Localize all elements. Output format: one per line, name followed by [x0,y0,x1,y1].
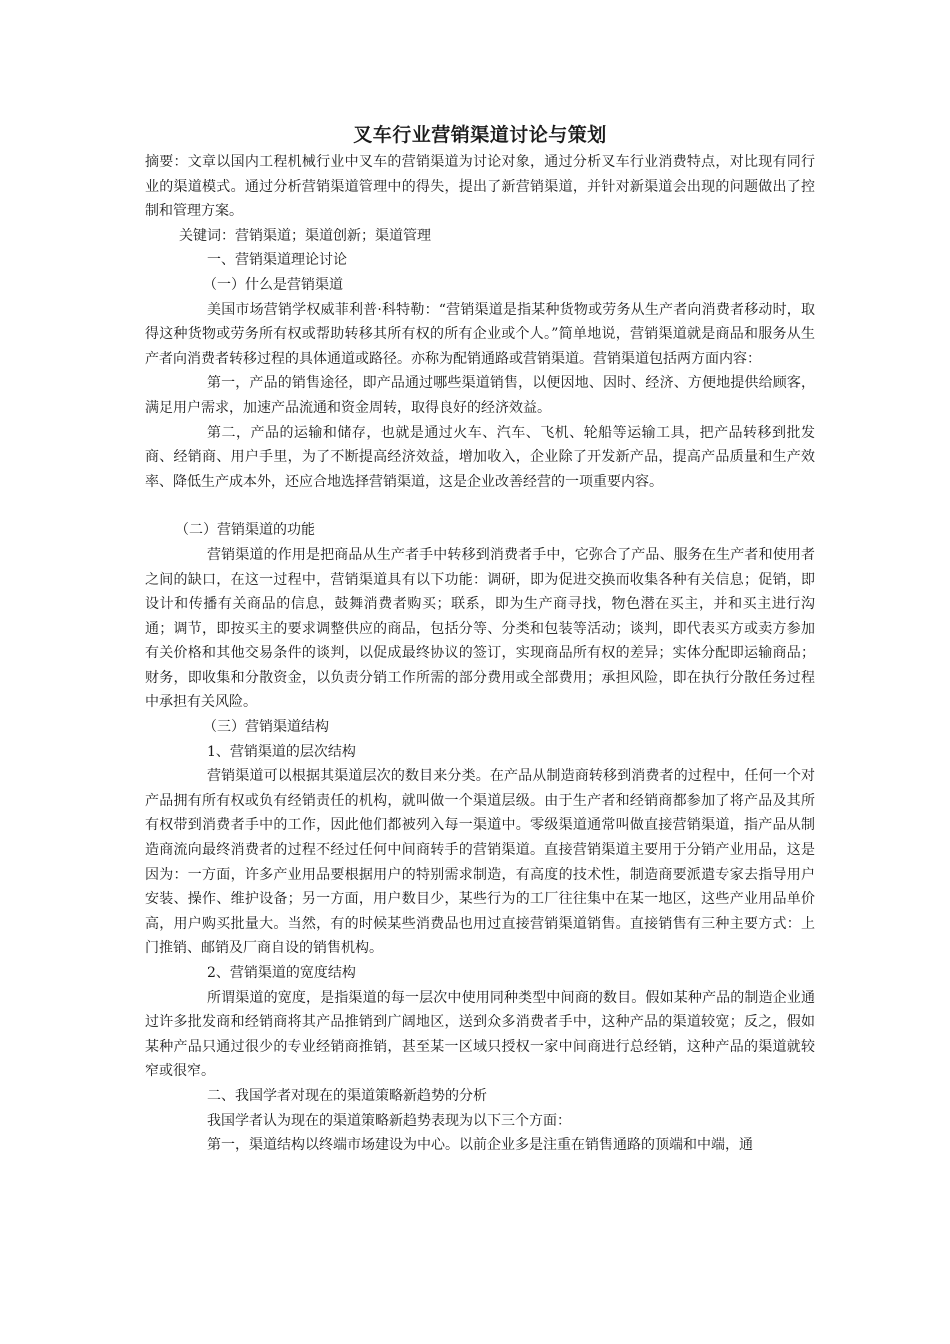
document-title: 叉车行业营销渠道讨论与策划 [353,124,607,146]
keywords-line: 关键词：营销渠道；渠道创新；渠道管理 [179,227,431,244]
paragraph-gap [145,494,815,518]
abstract-paragraph: 摘要：文章以国内工程机械行业中叉车的营销渠道为讨论对象，通过分析叉车行业消费特点，对比现有同行业的渠道模式。通过分析营销渠道管理中的得失，提出了新营销渠道，并针对新渠道会出现的问题做出了控制和管理方案。 [145,154,815,220]
section2-heading: 二、我国学者对现在的渠道策略新趋势的分析 [207,1087,487,1104]
section1-sub1-paragraph3: 第二，产品的运输和储存，也就是通过火车、汽车、飞机、轮船等运输工具，把产品转移到批发商、经销商、用户手里，为了不断提高经济效益，增加收入，企业除了开发新产品，提高产品质量和生产效率、降低生产成本外，还应合地选择营销渠道，这是企业改善经营的一项重要内容。 [145,424,815,490]
structure-item2-heading: 2、营销渠道的宽度结构 [207,965,356,981]
section1-sub1-paragraph1: 美国市场营销学权威菲利普·科特勒：“营销渠道是指某种货物或劳务从生产者向消费者移动时，取得这种货物或劳务所有权或帮助转移其所有权的所有企业或个人。”简单地说，营销渠道就是商品和服务从生产者向消费者转移过程的具体通道或路径。亦称为配销通路或营销渠道。营销渠道包括两方面内容： [145,301,815,367]
section1-sub2-paragraph: 营销渠道的作用是把商品从生产者手中转移到消费者手中，它弥合了产品、服务在生产者和使用者之间的缺口，在这一过程中，营销渠道具有以下功能：调研，即为促进交换而收集各种有关信息；促销，即设计和传播有关商品的信息，鼓舞消费者购买；联系，即为生产商寻找，物色潜在买主，并和买主进行沟通；调节，即按买主的要求调整供应的商品，包括分等、分类和包装等活动；谈判，即代表买方或卖方参加有关价格和其他交易条件的谈判，以促成最终协议的签订，实现商品所有权的差异；实体分配即运输商品；财务，即收集和分散资金，以负责分销工作所需的部分费用或全部费用；承担风险，即在执行分散任务过程中承担有关风险。 [145,546,815,711]
section2-paragraph1: 我国学者认为现在的渠道策略新趋势表现为以下三个方面： [207,1112,571,1129]
section2-paragraph2: 第一，渠道结构以终端市场建设为中心。以前企业多是注重在销售通路的顶端和中端，通 [207,1137,753,1154]
section1-sub2-heading: （二）营销渠道的功能 [175,522,315,539]
structure-item1-paragraph: 营销渠道可以根据其渠道层次的数目来分类。在产品从制造商转移到消费者的过程中，任何一个对产品拥有所有权或负有经销责任的机构，就叫做一个渠道层级。由于生产者和经销商都参加了将产品及其所有权带到消费者手中的工作，因此他们都被列入每一渠道中。零级渠道通常叫做直接营销渠道，指产品从制造商流向最终消费者的过程不经过任何中间商转手的营销渠道。直接营销渠道主要用于分销产业用品，这是因为：一方面，许多产业用品要根据用户的特别需求制造，有高度的技术性，制造商要派遣专家去指导用户安装、操作、维护设备；另一方面，用户数目少，某些行为的工厂往往集中在某一地区，这些产业用品单价高，用户购买批量大。当然，有的时候某些消费品也用过直接营销渠道销售。直接销售有三种主要方式：上门推销、邮销及厂商自设的销售机构。 [145,768,815,957]
section1-sub1-paragraph2: 第一，产品的销售途径，即产品通过哪些渠道销售，以便因地、因时、经济、方便地提供给顾客，满足用户需求，加速产品流通和资金周转，取得良好的经济效益。 [145,375,815,416]
structure-item2-paragraph: 所谓渠道的宽度，是指渠道的每一层次中使用同种类型中间商的数目。假如某种产品的制造企业通过许多批发商和经销商将其产品推销到广阔地区，送到众多消费者手中，这种产品的渠道较宽；反之，假如某种产品只通过很少的专业经销商推销，甚至某一区域只授权一家中间商进行总经销，这种产品的渠道就较窄或很窄。 [145,989,815,1080]
section1-heading: 一、营销渠道理论讨论 [207,252,347,269]
structure-item1-heading: 1、营销渠道的层次结构 [207,743,356,760]
section1-sub3-heading: （三）营销渠道结构 [203,719,329,736]
section1-sub1-heading: （一）什么是营销渠道 [203,276,343,293]
document-page [145,120,815,1158]
